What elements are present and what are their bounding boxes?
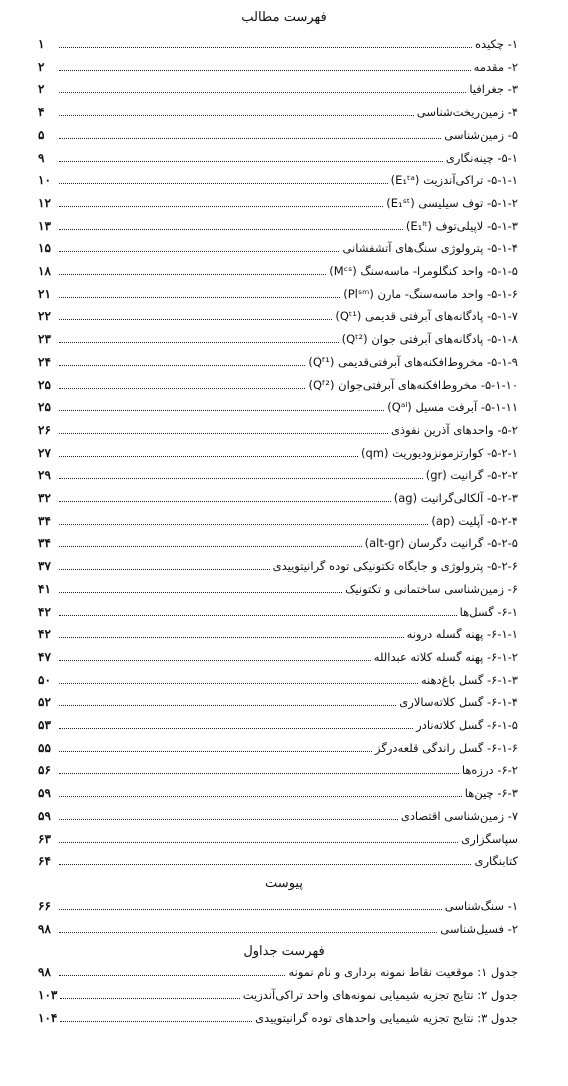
dot-leader [59,660,371,661]
entry-label: ۴- زمین‌ریخت‌شناسی [416,105,518,120]
entry-page-number: ۲۵ [38,377,51,392]
entry-label: ۶-۱-۲- پهنه گسله کلاته عبدالله [373,649,518,664]
toc-entry [38,216,568,234]
dot-leader [59,524,428,525]
entry-label: ۵-۱- چینه‌نگاری [445,150,518,165]
entry-page-number: ۱۲ [38,195,51,210]
entry-label: ۱- سنگ‌شناسی [444,899,518,913]
toc-entry [38,806,526,824]
entry-page-number: ۲۱ [38,286,51,301]
entry-page-number: ۵۹ [38,808,51,823]
dot-leader [59,773,459,774]
entry-page-number: ۳۴ [38,536,51,551]
dot-leader [59,932,437,933]
toc-entry [38,985,518,1003]
entry-page-number: ۵۲ [38,695,51,710]
dot-leader [59,274,326,275]
toc-entry [38,556,568,574]
toc-entry [38,1008,518,1026]
dot-leader [59,975,285,976]
toc-entry [38,760,556,778]
toc-entry [38,34,526,52]
entry-label: ۵-۱-۸- پادگانه‌های آبرفتی جوان (Qᵗ²) [341,332,518,347]
toc-entry [38,170,568,188]
entry-label: جدول ۱: موقعیت نقاط نمونه برداری و نام نمونه [288,965,518,979]
entry-label: ۵-۱-۱۱- آبرفت مسیل (Qᵃˡ) [387,400,518,415]
toc-entry [38,829,518,847]
entry-page-number: ۳۴ [38,513,51,528]
entry-label: ۶-۱-۳- گسل باغ‌دهنه [420,672,518,687]
toc-entry [38,193,568,211]
entry-label: ۵-۱-۷- پادگانه‌های آبرفتی قدیمی (Qᵗ¹) [335,309,518,324]
appendix-title: پیوست [265,876,303,891]
entry-page-number: ۲۹ [38,468,51,483]
toc-entry [38,420,556,438]
dot-leader [59,92,466,93]
entry-label: ۵-۱-۶- واحد ماسه‌سنگ- مارن (Plˢᵐ) [343,286,518,301]
entry-label: ۵-۱-۲- توف سیلیسی (E₁ˢᵗ) [386,195,518,210]
entry-page-number: ۵۹ [38,786,51,801]
toc-entry [38,102,526,120]
entry-label: ۵- زمین‌شناسی [444,127,518,142]
entry-page-number: ۲۶ [38,422,51,437]
entry-page-number: ۶۳ [38,831,51,846]
entry-label: ۷- زمین‌شناسی اقتصادی [400,808,518,823]
toc-entry [38,692,568,710]
dot-leader [59,546,362,547]
toc-entry [38,851,518,869]
entry-label: ۵-۱-۱- تراکی‌آندزیت (E₁ᵗᵃ) [390,173,518,188]
toc-entry [38,375,568,393]
toc-entry [38,57,526,75]
entry-page-number: ۶۶ [38,899,51,913]
entry-label: ۶-۲- درزه‌ها [461,763,518,778]
dot-leader [59,342,339,343]
toc-entry [38,238,568,256]
entry-page-number: ۵ [38,127,45,142]
entry-label: ۵-۲-۱- کوارتزمونزودیوریت (qm) [360,445,518,460]
toc-entry [38,465,568,483]
entry-label: ۱- چکیده [475,37,518,51]
dot-leader [59,433,388,434]
entry-label: ۶-۳- چین‌ها [464,786,518,801]
entry-page-number: ۴۲ [38,627,51,642]
toc-entry [38,738,568,756]
toc-entry [38,261,568,279]
entry-label: کتابنگاری [474,854,518,869]
entry-label: ۶-۱-۱- پهنه گسله درونه [406,627,518,642]
dot-leader [59,705,396,706]
toc-entry [38,488,568,506]
dot-leader [59,819,398,820]
dot-leader [59,206,383,207]
entry-page-number: ۱۵ [38,241,51,256]
toc-entry [38,602,556,620]
entry-page-number: ۹ [38,150,45,165]
entry-label: ۵-۲-۲- گرانیت (gr) [425,468,518,483]
entry-label: ۵-۲-۴- آپلیت (ap) [431,513,518,528]
dot-leader [59,319,332,320]
toc-title: فهرست مطالب [241,10,327,25]
entry-page-number: ۵۵ [38,740,51,755]
entry-label: ۵-۱-۴- پترولوژی سنگ‌های آتشفشانی [342,241,518,256]
dot-leader [59,410,384,411]
entry-page-number: ۵۰ [38,672,51,687]
entry-page-number: ۱۰ [38,173,51,188]
entry-page-number: ۹۸ [38,922,51,936]
entry-label: ۵-۱-۱۰- مخروط‌افکنه‌های آبرفتی‌جوان (Qᶠ²) [308,377,518,392]
entry-page-number: ۱ [38,37,45,51]
toc-entry [38,579,526,597]
dot-leader [59,728,413,729]
entry-page-number: ۲۷ [38,445,51,460]
entry-page-number: ۵۳ [38,718,51,732]
entry-page-number: ۶۴ [38,854,51,869]
entry-page-number: ۳۲ [38,491,51,505]
entry-page-number: ۲ [38,82,45,97]
dot-leader [59,115,414,116]
dot-leader [59,138,441,139]
entry-page-number: ۲۳ [38,332,51,347]
entry-label: ۵-۱-۳- لاپیلی‌توف (E₁ˡᵗ) [405,218,518,233]
dot-leader [59,501,391,502]
dot-leader [59,478,423,479]
entry-page-number: ۴ [38,105,45,120]
toc-entry [38,397,568,415]
toc-entry [38,284,568,302]
entry-label: ۶-۱- گسل‌ها [459,604,518,619]
entry-label: ۵-۱-۹- مخروط‌افکنه‌های آبرفتی‌قدیمی (Qᶠ¹) [308,354,518,369]
entry-label: ۵-۲-۶- پترولوژی و جایگاه تکتونیکی توده گرانیتوییدی [272,559,518,574]
toc-entry [38,962,518,980]
toc-entry [38,783,556,801]
toc-entry [38,896,526,914]
dot-leader [59,251,339,252]
dot-leader [59,864,471,865]
toc-entry [38,624,568,642]
entry-label: جدول ۳: نتایج تجزیه شیمیایی واحدهای توده گرانیتوییدی [255,1011,518,1025]
dot-leader [59,365,305,366]
entry-label: ۵-۱-۵- واحد کنگلومرا- ماسه‌سنگ (Mᶜˢ) [329,264,518,278]
dot-leader [59,796,462,797]
entry-page-number: ۴۱ [38,581,51,596]
entry-label: ۶-۱-۵- گسل کلاته‌نادر [416,718,518,732]
toc-entry [38,125,526,143]
toc-entry [38,919,526,937]
toc-entry [38,715,568,733]
tables-title: فهرست جداول [243,944,325,959]
entry-label: ۵-۲- واحدهای آذرین نفوذی [390,422,518,437]
entry-label: ۲- مقدمه [473,59,518,74]
toc-entry [38,670,568,688]
entry-label: ۳- جغرافیا [469,82,518,97]
entry-page-number: ۱۰۳ [38,988,58,1002]
dot-leader [60,1021,252,1022]
dot-leader [59,637,404,638]
toc-entry [38,352,568,370]
dot-leader [60,998,239,999]
dot-leader [59,297,340,298]
entry-page-number: ۱۸ [38,264,51,278]
dot-leader [59,615,457,616]
entry-label: ۲- فسیل‌شناسی [440,922,518,936]
entry-page-number: ۱۳ [38,218,51,233]
toc-entry [38,329,568,347]
dot-leader [59,683,418,684]
dot-leader [59,909,442,910]
dot-leader [59,183,388,184]
toc-entry [38,443,568,461]
entry-page-number: ۵۶ [38,763,51,778]
entry-label: ۶- زمین‌شناسی ساختمانی و تکتونیک [345,581,518,596]
entry-page-number: ۲۴ [38,354,51,369]
entry-page-number: ۹۸ [38,965,51,979]
dot-leader [59,229,403,230]
dot-leader [59,456,358,457]
toc-entry [38,647,568,665]
entry-page-number: ۴۷ [38,649,51,664]
dot-leader [59,388,305,389]
toc-entry [38,306,568,324]
entry-label: سپاسگزاری [461,831,518,846]
entry-page-number: ۳۷ [38,559,51,574]
toc-entry [38,148,556,166]
entry-label: ۵-۲-۳- آلکالی‌گرانیت (ag) [393,491,518,505]
entry-page-number: ۲۲ [38,309,51,324]
dot-leader [59,569,270,570]
toc-entry [38,533,568,551]
dot-leader [59,161,443,162]
entry-label: ۶-۱-۶- گسل راندگی قلعه‌درگز [375,740,518,755]
entry-label: ۶-۱-۴- گسل کلاته‌سالاری [399,695,518,710]
dot-leader [59,592,342,593]
entry-page-number: ۱۰۴ [38,1011,58,1025]
entry-page-number: ۲۵ [38,400,51,415]
entry-label: جدول ۲: نتایج تجزیه شیمیایی نمونه‌های واحد تراکی‌آندزیت [242,988,518,1002]
entry-page-number: ۴۲ [38,604,51,619]
dot-leader [59,842,458,843]
toc-entry [38,79,526,97]
dot-leader [59,47,472,48]
dot-leader [59,70,471,71]
entry-page-number: ۲ [38,59,45,74]
dot-leader [59,751,372,752]
toc-entry [38,511,568,529]
entry-label: ۵-۲-۵- گرانیت دگرسان (alt-gr) [364,536,518,551]
